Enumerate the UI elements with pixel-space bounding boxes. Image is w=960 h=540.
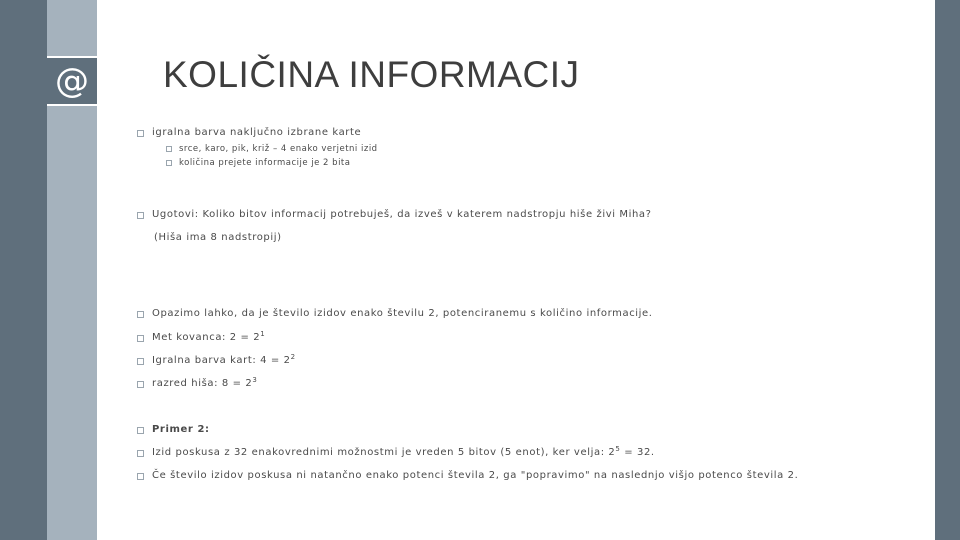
right-sidebar bbox=[935, 0, 960, 540]
bullet-text: srce, karo, pik, križ – 4 enako verjetni izid bbox=[179, 144, 378, 154]
bullet-item bbox=[137, 447, 655, 458]
bullet-text: Če število izidov poskusa ni natančno enako potenci števila 2, ga "popravimo" na naslednjo višjo potenco števila 2. bbox=[152, 470, 799, 481]
bullet-text: količina prejete informacije je 2 bita bbox=[179, 158, 351, 168]
left-sidebar-dark bbox=[0, 0, 47, 540]
bullet-text bbox=[152, 447, 655, 458]
sub-bullet-item bbox=[166, 144, 378, 154]
bullet-text: igralna barva naključno izbrane karte bbox=[152, 127, 362, 138]
bullet-item bbox=[137, 378, 257, 389]
square-bullet-icon bbox=[137, 358, 144, 365]
example-heading: Primer 2: bbox=[152, 424, 210, 435]
equation-text: Met kovanca: 2 = 2 bbox=[152, 332, 261, 343]
text-part: Izid poskusa z 32 enakovrednimi možnostmi je vreden 5 bitov (5 enot), ker velja: 2 bbox=[152, 447, 616, 458]
bullet-text bbox=[152, 355, 296, 366]
bullet-text bbox=[152, 378, 257, 389]
bullet-item bbox=[137, 127, 361, 138]
bullet-item bbox=[137, 308, 653, 319]
square-bullet-icon bbox=[137, 381, 144, 388]
bullet-text: Ugotovi: Koliko bitov informacij potrebuješ, da izveš v katerem nadstropju hiše živi Miha? bbox=[152, 209, 652, 220]
exponent: 3 bbox=[252, 376, 258, 384]
bullet-item bbox=[137, 332, 265, 343]
square-bullet-icon bbox=[137, 473, 144, 480]
note-text: (Hiša ima 8 nadstropij) bbox=[154, 232, 282, 243]
at-sign-icon: @ bbox=[47, 56, 97, 106]
square-bullet-icon bbox=[137, 335, 144, 342]
bullet-item bbox=[137, 355, 296, 366]
bullet-item bbox=[137, 209, 652, 220]
exponent: 2 bbox=[290, 353, 296, 361]
exponent: 1 bbox=[260, 330, 266, 338]
equation-text: razred hiša: 8 = 2 bbox=[152, 378, 253, 389]
square-bullet-icon bbox=[137, 450, 144, 457]
bullet-item bbox=[137, 470, 798, 481]
exponent: 5 bbox=[615, 445, 621, 453]
bullet-item bbox=[137, 424, 210, 435]
square-bullet-icon bbox=[137, 427, 144, 434]
equation-text: Igralna barva kart: 4 = 2 bbox=[152, 355, 291, 366]
bullet-text bbox=[152, 332, 265, 343]
bullet-text: Opazimo lahko, da je število izidov enako številu 2, potenciranemu s količino informacije. bbox=[152, 308, 653, 319]
square-bullet-icon bbox=[137, 311, 144, 318]
text-part: = 32. bbox=[620, 447, 655, 458]
square-bullet-icon bbox=[137, 130, 144, 137]
sub-bullet-item bbox=[166, 158, 350, 168]
square-bullet-icon bbox=[137, 212, 144, 219]
slide-title: KOLIČINA INFORMACIJ bbox=[163, 54, 580, 95]
square-bullet-icon bbox=[166, 160, 172, 166]
square-bullet-icon bbox=[166, 146, 172, 152]
